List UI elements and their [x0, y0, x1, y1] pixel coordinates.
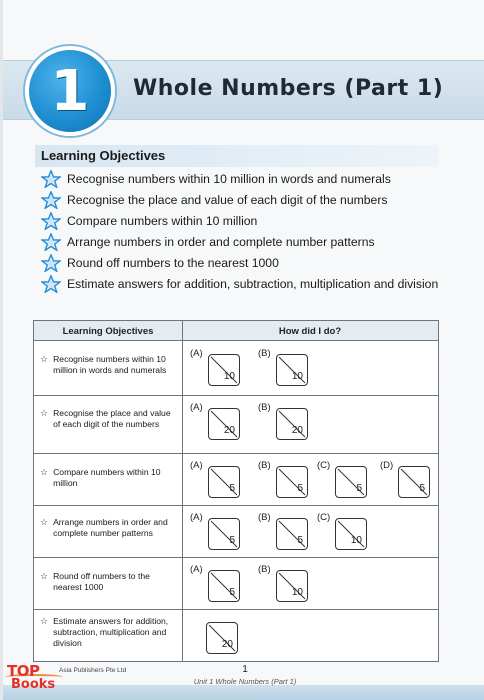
score-total: 20 — [221, 639, 233, 650]
score-total: 5 — [419, 483, 425, 494]
star-icon — [41, 170, 61, 188]
table-row — [34, 454, 438, 506]
score-total: 10 — [291, 587, 303, 598]
slash-divider — [209, 519, 241, 551]
row-objective-label — [40, 616, 180, 649]
objective-item — [41, 168, 461, 189]
score-group — [190, 460, 242, 502]
score-group — [258, 564, 310, 606]
objective-item — [41, 252, 461, 273]
score-input-box[interactable] — [276, 408, 308, 440]
score-group — [258, 460, 310, 502]
small-star-icon: ☆ — [40, 354, 49, 364]
score-input-box[interactable] — [276, 518, 308, 550]
row-objective-label — [40, 571, 180, 593]
objective-item — [41, 273, 461, 294]
star-icon — [41, 191, 61, 209]
logo-text-top: TOP — [7, 662, 40, 680]
star-icon — [41, 233, 61, 251]
slash-divider — [209, 571, 241, 603]
part-letter: (C) — [317, 512, 331, 523]
score-group — [380, 460, 432, 502]
score-input-box[interactable] — [398, 466, 430, 498]
score-input-box[interactable] — [208, 466, 240, 498]
objective-text: Compare numbers within 10 million — [67, 213, 258, 228]
part-letter: (B) — [258, 460, 271, 471]
score-group — [190, 348, 242, 390]
small-star-icon: ☆ — [40, 616, 49, 626]
unit-title: Whole Numbers (Part 1) — [133, 76, 444, 101]
part-letter: (A) — [190, 460, 203, 471]
score-input-box[interactable] — [208, 354, 240, 386]
score-total: 5 — [229, 535, 235, 546]
score-group — [190, 564, 242, 606]
table-row — [34, 342, 438, 396]
score-total: 10 — [291, 371, 303, 382]
slash-divider — [277, 467, 309, 499]
topbooks-logo — [5, 662, 67, 696]
objective-text: Recognise the place and value of each digit of the numbers — [67, 192, 388, 207]
score-group — [206, 616, 258, 658]
row-label-text: Recognise the place and value of each digit of the numbers — [53, 408, 171, 429]
small-star-icon: ☆ — [40, 571, 49, 581]
objective-text: Round off numbers to the nearest 1000 — [67, 255, 279, 270]
part-letter: (A) — [190, 564, 203, 575]
objective-item — [41, 231, 461, 252]
table-row — [34, 396, 438, 454]
score-group — [190, 512, 242, 554]
unit-number: 1 — [50, 58, 90, 124]
objective-text: Recognise numbers within 10 million in words and numerals — [67, 171, 391, 186]
star-icon — [41, 254, 61, 272]
slash-divider — [209, 467, 241, 499]
score-input-box[interactable] — [335, 518, 367, 550]
small-star-icon: ☆ — [40, 408, 49, 418]
row-objective-label — [40, 354, 180, 376]
row-label-text: Arrange numbers in order and complete number patterns — [53, 517, 168, 538]
score-total: 20 — [223, 425, 235, 436]
self-assessment-table — [33, 320, 439, 662]
logo-text-bottom: Books — [11, 677, 56, 692]
table-header — [34, 321, 438, 341]
score-input-box[interactable] — [208, 570, 240, 602]
score-input-box[interactable] — [208, 518, 240, 550]
score-total: 5 — [297, 483, 303, 494]
row-label-text: Estimate answers for addition, subtraction, multiplication and division — [53, 616, 169, 648]
score-total: 10 — [350, 535, 362, 546]
score-group — [258, 402, 310, 444]
publisher-credit: Asia Publishers Pte Ltd — [59, 667, 127, 674]
part-letter: (C) — [317, 460, 331, 471]
score-total: 5 — [297, 535, 303, 546]
score-input-box[interactable] — [276, 354, 308, 386]
row-label-text: Round off numbers to the nearest 1000 — [53, 571, 150, 592]
part-letter: (B) — [258, 564, 271, 575]
table-row — [34, 558, 438, 610]
score-input-box[interactable] — [276, 570, 308, 602]
objective-text: Estimate answers for addition, subtraction, multiplication and division — [67, 276, 439, 291]
row-objective-label — [40, 517, 180, 539]
objectives-heading: Learning Objectives — [41, 148, 166, 163]
score-input-box[interactable] — [335, 466, 367, 498]
score-group — [258, 348, 310, 390]
footer-band — [3, 685, 484, 700]
score-total: 10 — [223, 371, 235, 382]
slash-divider — [399, 467, 431, 499]
score-total: 20 — [291, 425, 303, 436]
objectives-list — [41, 168, 461, 294]
objective-item — [41, 189, 461, 210]
part-letter: (B) — [258, 512, 271, 523]
part-letter: (B) — [258, 402, 271, 413]
objective-text: Arrange numbers in order and complete number patterns — [67, 234, 375, 249]
score-input-box[interactable] — [206, 622, 238, 654]
slash-divider — [277, 519, 309, 551]
score-group — [317, 460, 369, 502]
row-objective-label — [40, 408, 180, 430]
score-input-box[interactable] — [208, 408, 240, 440]
column-header-how-did-i-do: How did I do? — [278, 326, 342, 337]
part-letter: (A) — [190, 348, 203, 359]
score-total: 5 — [229, 587, 235, 598]
page-number: 1 — [242, 664, 248, 675]
star-icon — [41, 212, 61, 230]
objective-item — [41, 210, 461, 231]
score-group — [258, 512, 310, 554]
score-total: 5 — [229, 483, 235, 494]
unit-number-badge — [25, 46, 115, 136]
slash-divider — [336, 467, 368, 499]
part-letter: (D) — [380, 460, 394, 471]
score-group — [190, 402, 242, 444]
part-letter: (B) — [258, 348, 271, 359]
row-objective-label — [40, 467, 180, 489]
row-label-text: Compare numbers within 10 million — [53, 467, 161, 488]
column-header-objectives: Learning Objectives — [62, 326, 154, 337]
small-star-icon: ☆ — [40, 467, 49, 477]
unit-caption: Unit 1 Whole Numbers (Part 1) — [193, 677, 297, 686]
row-label-text: Recognise numbers within 10 million in words and numerals — [53, 354, 167, 375]
score-group — [317, 512, 369, 554]
part-letter: (A) — [190, 512, 203, 523]
star-icon — [41, 275, 61, 293]
small-star-icon: ☆ — [40, 517, 49, 527]
part-letter: (A) — [190, 402, 203, 413]
table-row — [34, 610, 438, 661]
score-input-box[interactable] — [276, 466, 308, 498]
table-row — [34, 506, 438, 558]
score-total: 5 — [356, 483, 362, 494]
